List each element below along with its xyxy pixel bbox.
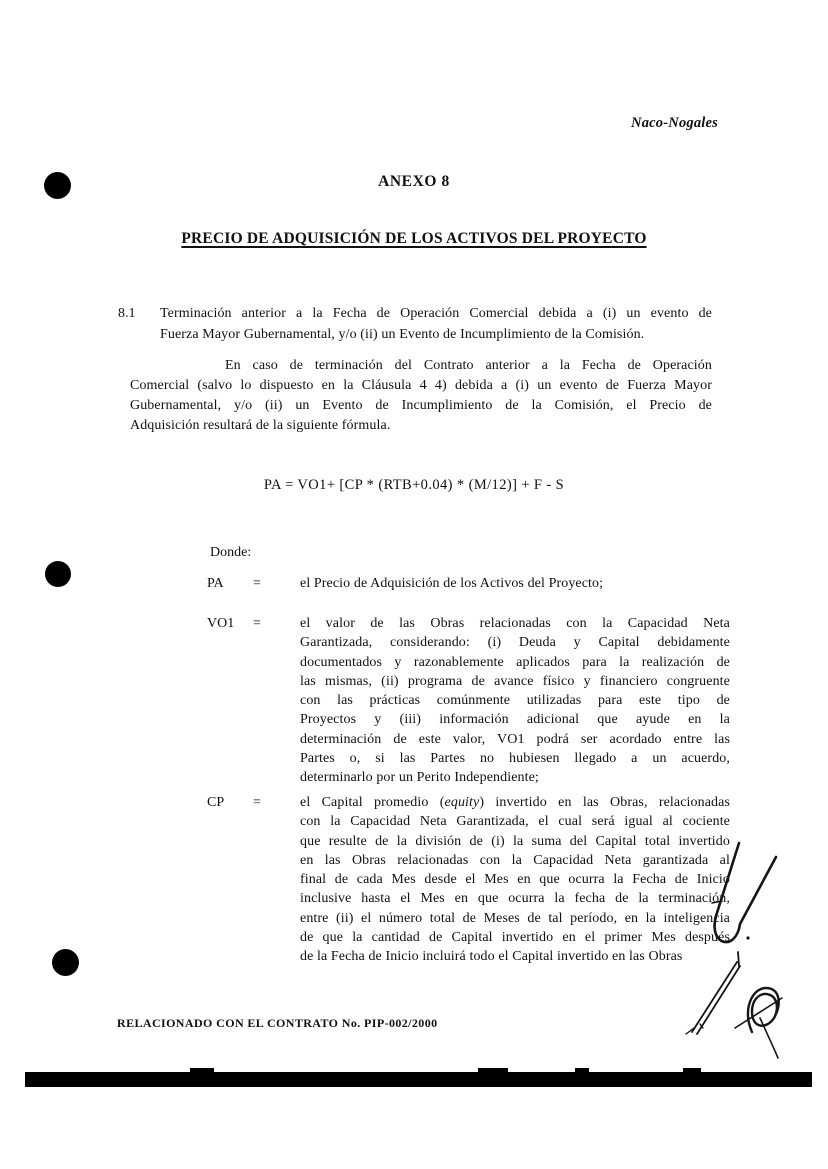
definition-vo1 (207, 614, 730, 788)
equals-sign: = (253, 795, 261, 810)
definition-text (300, 614, 730, 788)
text-line: En caso de terminación del Contrato anterior a la Fecha de Operación (225, 358, 712, 373)
section-8-1 (118, 303, 712, 345)
equals-sign: = (253, 616, 261, 631)
definition-term: PA (207, 576, 224, 591)
definition-term: CP (207, 795, 225, 810)
handwritten-scribble-icon (748, 988, 779, 1032)
definition-cp (207, 793, 730, 967)
definition-pa (207, 574, 730, 593)
page-header-label: Naco-Nogales (631, 115, 718, 131)
text-line: de que la cantidad de Capital invertido en el primer Mes después (300, 930, 730, 946)
handwritten-dot (746, 936, 749, 939)
equals-sign: = (253, 576, 261, 591)
text-line: el Precio de Adquisición de los Activos del Proyecto; (300, 576, 604, 591)
text-line: Gubernamental, y/o (ii) un Evento de Incumplimiento de la Comisión, el Precio de (130, 398, 712, 413)
document-title (0, 230, 828, 248)
text-line: con la Capacidad Neta Garantizada, el cual será igual al cociente (300, 814, 730, 830)
text-line: el valor de las Obras relacionadas con la Capacidad Neta (300, 616, 730, 631)
document-title-text: PRECIO DE ADQUISICIÓN DE LOS ACTIVOS DEL PROYECTO (181, 230, 647, 247)
section-number: 8.1 (118, 306, 136, 321)
price-formula: PA = VO1+ [CP * (RTB+0.04) * (M/12)] + F - S (263, 477, 565, 493)
body-paragraph (130, 356, 712, 436)
section-text (160, 303, 712, 345)
definition-term: VO1 (207, 616, 235, 631)
text-line: las mismas, (ii) programa de avance físico y financiero congruente (300, 673, 730, 689)
handwritten-scribble-icon (735, 998, 782, 1058)
text-line: documentados y razonablemente aplicados para la realización de (300, 654, 730, 670)
text-line: Proyectos y (iii) información adicional que ayude en la (300, 712, 730, 728)
scan-edge-bar (25, 1072, 812, 1087)
punch-hole-mark (45, 561, 71, 587)
text-line: determinación de este valor, VO1 podrá ser acordado entre las (300, 731, 730, 747)
definition-text (300, 574, 730, 593)
text-line: que resulte de la división de (i) la suma del Capital total invertido (300, 833, 730, 849)
text-line: inclusive hasta el Mes en que ocurra la fecha de la terminación, (300, 891, 730, 907)
text-line: determinarlo por un Perito Independiente; (300, 770, 539, 786)
text-line: Terminación anterior a la Fecha de Operación Comercial debida a (i) un evento de (160, 306, 712, 321)
punch-hole-mark (52, 949, 79, 976)
annex-heading: ANEXO 8 (378, 173, 450, 190)
text-line: con las prácticas comúnmente utilizadas para este tipo de (300, 693, 730, 709)
handwritten-stroke-icon (686, 1024, 703, 1034)
text-line: en las Obras relacionadas con la Capacidad Neta garantizada al (300, 852, 730, 868)
text-line: el Capital promedio (equity) invertido en las Obras, relacionadas (300, 795, 730, 810)
text-line: Adquisición resultará de la siguiente fórmula. (130, 418, 391, 433)
text-line: Comercial (salvo lo dispuesto en la Cláusula 4 4) debida a (i) un evento de Fuerza Mayor (130, 378, 712, 393)
text-line: Garantizada, considerando: (i) Deuda y Capital debidamente (300, 635, 730, 651)
text-line: final de cada Mes desde el Mes en que ocurra la Fecha de Inicio (300, 872, 730, 888)
text-line: de la Fecha de Inicio incluirá todo el Capital invertido en las Obras (300, 949, 683, 965)
text-line: Fuerza Mayor Gubernamental, y/o (ii) un Evento de Incumplimiento de la Comisión. (160, 327, 645, 342)
text-line: Partes o, si las Partes no hubiesen llegado a un acuerdo, (300, 751, 730, 767)
text-line: entre (ii) el número total de Meses de tal período, en la inteligencia (300, 910, 730, 926)
definition-text (300, 793, 730, 967)
footer-contract-reference: RELACIONADO CON EL CONTRATO No. PIP-002/2000 (117, 1016, 438, 1030)
where-label: Donde: (210, 545, 252, 560)
